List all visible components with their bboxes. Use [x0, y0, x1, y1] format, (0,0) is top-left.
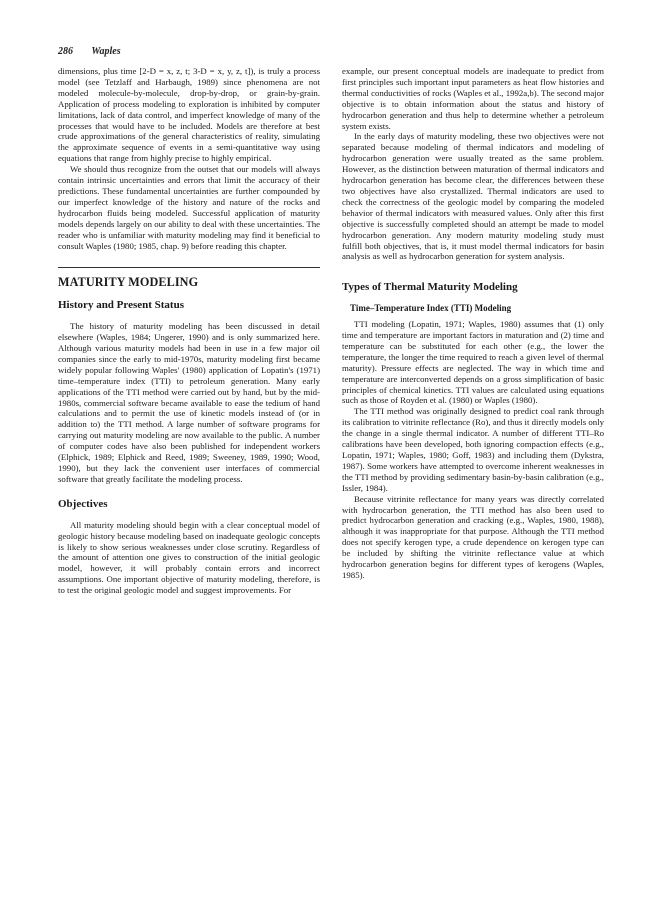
objectives-heading: Objectives [58, 497, 108, 510]
intro-paragraph-1: dimensions, plus time [2-D = x, z, t; 3-D = x, y, z, t]), is truly a process model (see Tetzlaff and Harbaugh, 1989) since phenomena are not modeled molecule-by-molecule, drop-by-drop, or grain-by-grain. Application of process modeling to exploration is inhibited by computer limitations, lack of data control, and imperfect knowledge of many of the processes that would have to be included. Models are therefore at best crude approximations of the general characteristics of reality, simulating the approximate sequence of events in a semi-quantitative way using equations that range from highly precise to highly empirical. [58, 66, 320, 164]
right-column [342, 66, 604, 581]
tti-heading: Time–Temperature Index (TTI) Modeling [350, 303, 512, 314]
running-head [58, 46, 121, 57]
history-paragraph: The history of maturity modeling has been discussed in detail elsewhere (Waples, 1984; Ungerer, 1990) and is only summarized here. Although various maturity models had been in use in a few major oil companies since the early to mid-1970s, maturity modeling first became widely popular following Waples' (1980) application of Lopatin's (1971) time–temperature index (TTI) to petroleum generation. Many early applications of the TTI method were carried out by hand, but by the mid-1980s, commercial software became available to ease the tedium of hand calculations and to permit the use of kinetic models instead of (or in addition to) the TTI method. A large number of software programs for carrying out maturity modeling are now available to the public. A number of computer codes have also been published for independent workers (Elphick, 1989; Elphick and Reed, 1989; Sweeney, 1989, 1990; Wood, 1990), but they lack the convenient user interfaces of commercial software that greatly facilitate the modeling process. [58, 321, 320, 484]
tti-paragraph-3: Because vitrinite reflectance for many years was directly correlated with hydrocarbon generation, the TTI method has also been used to predict hydrocarbon generation and cracking (e.g., Waples, 1980, 1988), although it was inappropriate for that purpose. Although the TTI method does not specify kerogen type, a crude dependence on kerogen type can be included by shifting the vitrinite reflectance value at which hydrocarbon generation begins for different types of kerogens (Waples, 1985). [342, 493, 604, 580]
objectives-paragraph-1-continued: example, our present conceptual models are inadequate to predict from first principles such important input parameters as heat flow histories and thermal conductivities of rocks (Waples et al., 1992a,b). The second major objective is to obtain information about the status and history of hydrocarbon generation and thus help to determine whether a petroleum system exists. [342, 66, 604, 131]
tti-paragraph-1: TTI modeling (Lopatin, 1971; Waples, 1980) assumes that (1) only time and temperature are important factors in maturation and (2) time and temperature can be substituted for each other (e.g., the lower the temperature, the longer the time required to reach a given level of thermal maturity). Pressure effects are neglected. The way in which time and temperature are interconverted depends on a gross simplification of basic principles of chemical kinetics. TTI values are calculated using equations such as those of Royden et al. (1980) or Waples (1980). [342, 319, 604, 406]
running-title: Waples [91, 46, 121, 57]
objectives-paragraph-2: In the early days of maturity modeling, these two objectives were not separated because modeling of thermal indicators and modeling of hydrocarbon generation were usually treated as the same problem. However, as the distinction between maturation of thermal indicators and hydrocarbon generation has become clear, the differences between these two objectives have also crystallized. Thermal indicators are used to check the correctness of the geologic model by comparing the modeled behavior of thermal indicators with measured values. Only after this first objective is successfully completed should an attempt be made to model hydrocarbon generation. Any modern maturity modeling study must fulfill both objectives, that is, it must model thermal indicators for basin analysis as well as hydrocarbon generation for system analysis. [342, 131, 604, 262]
intro-paragraph-2: We should thus recognize from the outset that our models will always contain intrinsic uncertainties and errors that limit the accuracy of their predictions. These fundamental uncertainties are further compounded by our imperfect knowledge of the history and nature of the rocks and hydrocarbon fluids being modeled. Successful application of maturity models depends largely on our ability to deal with these uncertainties. The reader who is unfamiliar with maturity modeling may find it beneficial to consult Waples (1980; 1985, chap. 9) before reading this chapter. [58, 164, 320, 251]
tti-paragraph-2: The TTI method was originally designed to predict coal rank through its calibration to vitrinite reflectance (Ro), and thus it directly models only the change in a single thermal indicator. A number of different TTI–Ro calibrations have been developed, both ignoring compaction effects (e.g., Lopatin, 1971; Waples, 1980; Goff, 1983) and including them (Dykstra, 1987). Some workers have attempted to overcome inherent weaknesses in the TTI method by providing sedimentary basin-by-basin calibration (e.g., Issler, 1984). [342, 406, 604, 493]
types-heading: Types of Thermal Maturity Modeling [342, 281, 518, 294]
objectives-paragraph-1: All maturity modeling should begin with a clear conceptual model of geologic history because modeling based on inadequate geologic concepts is likely to show serious weaknesses under close scrutiny. Regardless of the amount of attention one gives to construction of the initial geologic model, however, it will probably contain errors and incorrect assumptions. One important objective of maturity modeling, therefore, is to test the original geologic model and suggest improvements. For [58, 519, 320, 596]
left-column [58, 66, 320, 596]
chapter-heading: MATURITY MODELING [58, 275, 199, 290]
column-spacer [342, 262, 604, 282]
history-heading: History and Present Status [58, 299, 184, 312]
section-divider [58, 267, 320, 268]
page-number: 286 [58, 46, 73, 57]
